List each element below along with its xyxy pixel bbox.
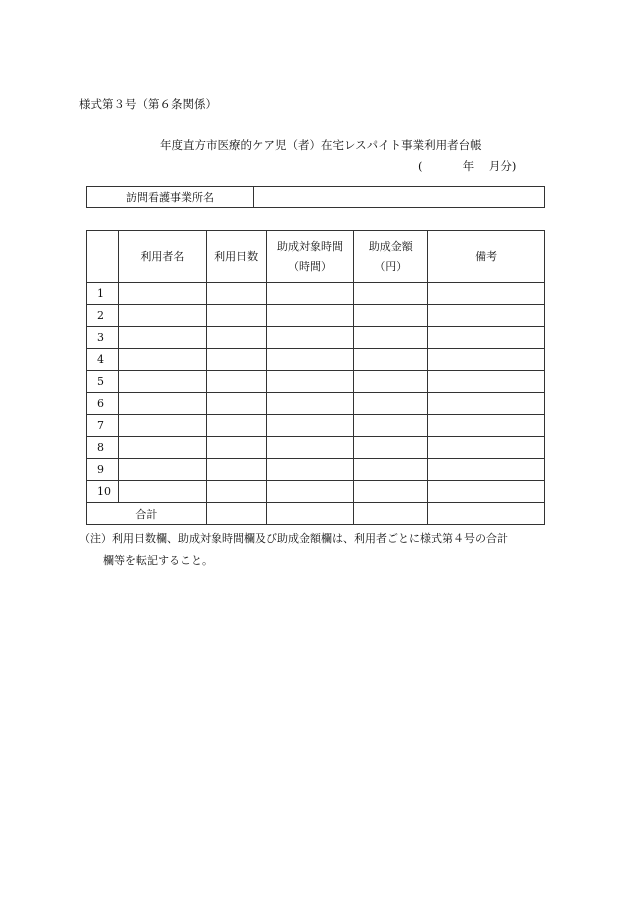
table-cell[interactable]	[206, 481, 266, 503]
table-cell[interactable]	[354, 437, 428, 459]
column-header: 備考	[428, 231, 545, 283]
table-cell[interactable]	[206, 283, 266, 305]
table-cell[interactable]	[118, 393, 206, 415]
table-cell[interactable]	[118, 349, 206, 371]
table-cell[interactable]	[428, 305, 545, 327]
table-cell[interactable]	[354, 283, 428, 305]
table-cell[interactable]	[118, 481, 206, 503]
column-header: 利用日数	[206, 231, 266, 283]
footnote-line-2: 欄等を転記すること。	[103, 554, 213, 567]
table-row	[87, 437, 545, 459]
table-cell[interactable]	[428, 283, 545, 305]
table-cell[interactable]	[206, 371, 266, 393]
table-cell[interactable]	[206, 459, 266, 481]
table-cell[interactable]	[266, 305, 354, 327]
table-cell[interactable]	[266, 459, 354, 481]
table-row	[87, 349, 545, 371]
table-cell[interactable]	[266, 437, 354, 459]
column-header: 助成金額 （円）	[354, 231, 428, 283]
table-cell[interactable]	[118, 305, 206, 327]
total-label: 合計	[87, 503, 207, 525]
table-row	[87, 327, 545, 349]
table-cell[interactable]	[206, 437, 266, 459]
table-cell[interactable]	[428, 481, 545, 503]
table-cell[interactable]	[428, 437, 545, 459]
table-cell[interactable]	[266, 327, 354, 349]
total-cell[interactable]	[206, 503, 266, 525]
table-cell[interactable]	[428, 393, 545, 415]
table-cell[interactable]	[118, 459, 206, 481]
table-cell[interactable]	[428, 349, 545, 371]
user-ledger-table	[86, 230, 545, 525]
office-table	[86, 186, 545, 208]
total-cell[interactable]	[428, 503, 545, 525]
row-number: 3	[87, 327, 119, 349]
row-number: 1	[87, 283, 119, 305]
table-cell[interactable]	[118, 415, 206, 437]
table-cell[interactable]	[206, 327, 266, 349]
table-cell[interactable]	[266, 283, 354, 305]
row-number: 5	[87, 371, 119, 393]
table-cell[interactable]	[428, 327, 545, 349]
table-cell[interactable]	[354, 371, 428, 393]
table-row	[87, 481, 545, 503]
table-cell[interactable]	[354, 459, 428, 481]
table-cell[interactable]	[428, 371, 545, 393]
table-row	[87, 415, 545, 437]
document-title: 年度直方市医療的ケア児（者）在宅レスパイト事業利用者台帳	[160, 138, 482, 152]
office-label: 訪問看護事業所名	[87, 187, 254, 208]
row-number: 4	[87, 349, 119, 371]
table-cell[interactable]	[118, 371, 206, 393]
table-cell[interactable]	[118, 327, 206, 349]
office-value-cell[interactable]	[254, 187, 545, 208]
table-cell[interactable]	[428, 459, 545, 481]
table-cell[interactable]	[354, 349, 428, 371]
row-number: 9	[87, 459, 119, 481]
form-number: 様式第３号（第６条関係）	[79, 97, 217, 111]
table-cell[interactable]	[266, 415, 354, 437]
table-row	[87, 305, 545, 327]
table-cell[interactable]	[354, 415, 428, 437]
table-row	[87, 283, 545, 305]
column-header: 利用者名	[118, 231, 206, 283]
table-cell[interactable]	[354, 327, 428, 349]
row-number: 7	[87, 415, 119, 437]
table-cell[interactable]	[354, 305, 428, 327]
row-number: 2	[87, 305, 119, 327]
table-cell[interactable]	[266, 371, 354, 393]
table-cell[interactable]	[266, 349, 354, 371]
table-cell[interactable]	[354, 393, 428, 415]
row-number: 8	[87, 437, 119, 459]
table-cell[interactable]	[206, 393, 266, 415]
row-number: 6	[87, 393, 119, 415]
table-cell[interactable]	[428, 415, 545, 437]
table-cell[interactable]	[206, 415, 266, 437]
table-row	[87, 393, 545, 415]
table-cell[interactable]	[206, 349, 266, 371]
table-cell[interactable]	[266, 481, 354, 503]
footnote	[79, 528, 549, 572]
footnote-line-1: （注）利用日数欄、助成対象時間欄及び助成金額欄は、利用者ごとに様式第４号の合計	[79, 532, 508, 545]
period-field: ( 年 月分)	[418, 159, 517, 173]
table-row	[87, 459, 545, 481]
table-cell[interactable]	[206, 305, 266, 327]
table-cell[interactable]	[118, 437, 206, 459]
total-row	[87, 503, 545, 525]
table-cell[interactable]	[266, 393, 354, 415]
total-cell[interactable]	[266, 503, 354, 525]
total-cell[interactable]	[354, 503, 428, 525]
column-header	[87, 231, 119, 283]
row-number: 10	[87, 481, 119, 503]
table-cell[interactable]	[118, 283, 206, 305]
column-header: 助成対象時間 （時間）	[266, 231, 354, 283]
table-row	[87, 371, 545, 393]
table-cell[interactable]	[354, 481, 428, 503]
